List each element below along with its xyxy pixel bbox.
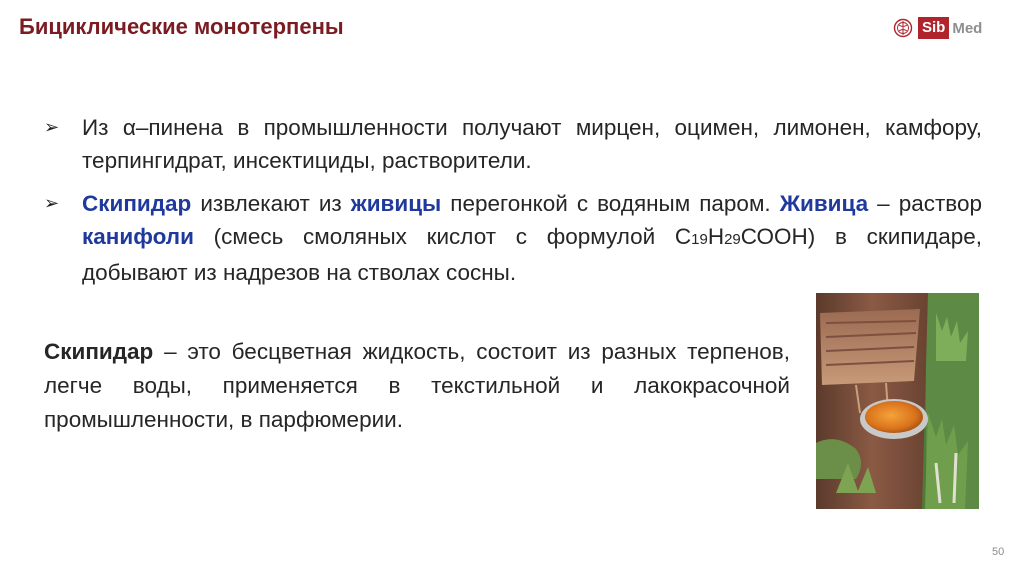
term-zhivicy: живицы — [350, 191, 442, 216]
arrow-bullet-icon: ➢ — [44, 193, 60, 213]
sibmed-logo — [893, 15, 982, 41]
bullet-2-fragment: Н — [707, 224, 725, 249]
term-kanifoli: канифоли — [82, 224, 194, 249]
arrow-bullet-icon: ➢ — [44, 117, 60, 137]
bullet-2-fragment: перегонкой с водяным паром. — [441, 191, 780, 216]
bullet-1-text: Из α–пинена в промышленности получают мирцен, оцимен, лимонен, камфору, терпингидрат, инсектициды, растворители. — [82, 115, 982, 173]
bullet-2-fragment: (смесь смоляных кислот с формулой С — [193, 224, 692, 249]
formula-subscript: 29 — [724, 231, 741, 248]
paragraph-text: – это бесцветная жидкость, состоит из разных терпенов, легче воды, применяется в текстильной и лакокрасочной промышленности, в парфюмерии. — [44, 339, 790, 432]
bullet-2-fragment: СООН) в скипидаре, добывают из надрезов на стволах сосны. — [82, 224, 982, 285]
emblem-icon — [893, 16, 913, 40]
bullet-2-text — [82, 187, 982, 289]
term-zhivica: Живица — [779, 191, 869, 216]
bullet-item-1 — [44, 111, 982, 177]
formula-subscript: 19 — [691, 231, 708, 248]
resin-tapping-photo — [816, 293, 979, 509]
bullet-2-fragment: – раствор — [868, 191, 982, 216]
logo-sib: Sib — [918, 17, 949, 39]
term-skipidar: Скипидар — [82, 191, 192, 216]
slide-title: Бициклические монотерпены — [19, 14, 344, 39]
resin-tapping-illustration — [816, 293, 979, 509]
turpentine-paragraph — [44, 335, 790, 437]
paragraph-term: Скипидар — [44, 339, 154, 364]
logo-med: Med — [952, 19, 983, 37]
page-number: 50 — [992, 546, 1005, 558]
bullet-2-fragment: извлекают из — [191, 191, 351, 216]
bullet-item-2 — [44, 187, 982, 289]
